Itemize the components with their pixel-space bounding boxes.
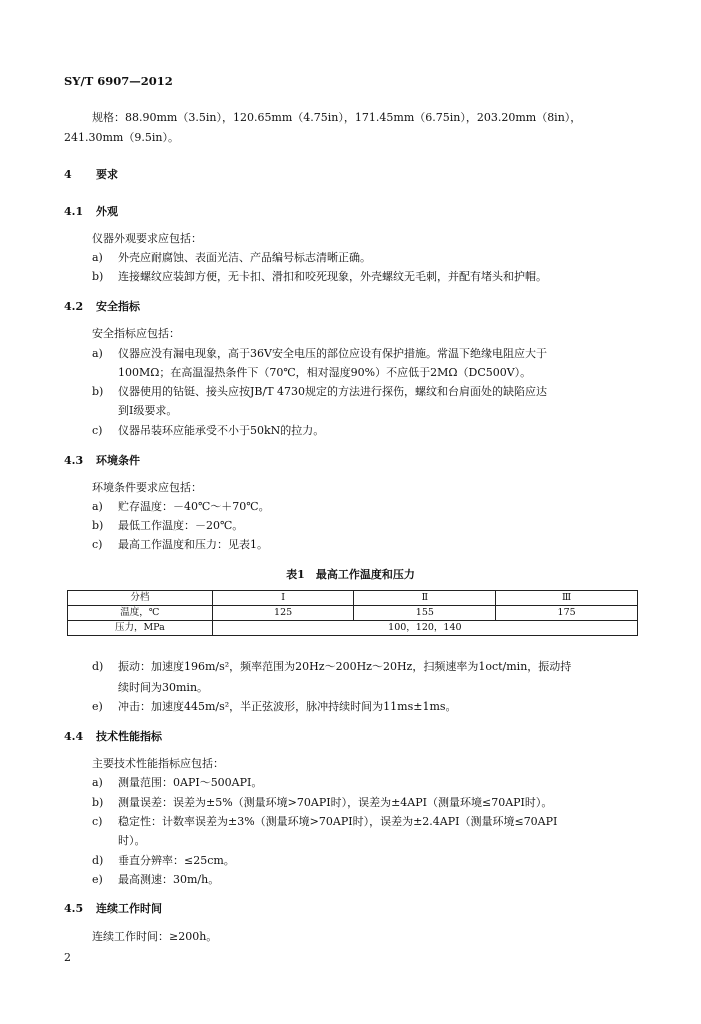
- item-label: a): [92, 500, 103, 513]
- list-item: [92, 501, 270, 512]
- spec-line-2: 241.30mm（9.5in）。: [64, 131, 179, 144]
- spec-table: [67, 590, 638, 636]
- item-text: 测量误差：误差为±5%（测量环境>70API时），误差为±4API（测量环境≤70API时）。: [118, 796, 553, 809]
- table-row: [68, 621, 638, 636]
- item-text: 仪器应没有漏电现象，高于36V安全电压的部位应设有保护措施。常温下绝缘电阻应大于: [118, 347, 547, 360]
- section-number: 4.5: [64, 902, 84, 915]
- list-item: [92, 816, 557, 827]
- table-caption: 表1 最高工作温度和压力: [286, 568, 415, 581]
- item-label: e): [92, 700, 103, 713]
- item-text: 振动：加速度196m/s²，频率范围为20Hz～200Hz～20Hz，扫频速率为1oct/min，振动持: [118, 660, 572, 673]
- section-title: 连续工作时间: [96, 902, 162, 915]
- s45-text: 连续工作时间：≥200h。: [92, 930, 218, 943]
- section-4-2-heading: [64, 301, 140, 312]
- list-item: [92, 661, 571, 672]
- item-label: c): [92, 538, 103, 551]
- item-text: 测量范围：0API～500API。: [118, 776, 263, 789]
- item-text: 最高测速：30m/h。: [118, 873, 220, 886]
- section-number: 4.4: [64, 730, 84, 743]
- table-cell: 压力，MPa: [68, 621, 213, 636]
- section-4-heading: [64, 169, 118, 180]
- item-label: d): [92, 854, 104, 867]
- spec-line-1: 规格：88.90mm（3.5in），120.65mm（4.75in），171.45mm（6.75in），203.20mm（8in），: [92, 111, 582, 124]
- section-4-3-heading: [64, 455, 140, 466]
- section-4-5-heading: [64, 903, 162, 914]
- s41-intro: 仪器外观要求应包括：: [92, 232, 202, 245]
- item-label: c): [92, 424, 103, 437]
- page-number: 2: [64, 951, 71, 964]
- list-item: [92, 855, 235, 866]
- item-label: b): [92, 519, 104, 532]
- item-label: e): [92, 873, 103, 886]
- table-cell: 155: [354, 606, 496, 621]
- s43-intro: 环境条件要求应包括：: [92, 481, 202, 494]
- item-text: 仪器吊装环应能承受不小于50kN的拉力。: [118, 424, 325, 437]
- section-title: 要求: [96, 168, 118, 181]
- item-text: 最低工作温度：－20℃。: [118, 519, 244, 532]
- item-text: 贮存温度：－40℃～＋70℃。: [118, 500, 270, 513]
- item-text: 仪器使用的钻铤、接头应按JB/T 4730规定的方法进行探伤，螺纹和台肩面处的缺陷应达: [118, 385, 548, 398]
- table-cell: 100，120，140: [212, 621, 637, 636]
- section-4-4-heading: [64, 731, 162, 742]
- s44-intro: 主要技术性能指标应包括：: [92, 757, 224, 770]
- item-label: c): [92, 815, 103, 828]
- item-text-cont: 续时间为30min。: [118, 681, 209, 694]
- item-label: b): [92, 796, 104, 809]
- item-text: 最高工作温度和压力：见表1。: [118, 538, 268, 551]
- list-item: [92, 520, 243, 531]
- item-text: 稳定性：计数率误差为±3%（测量环境>70API时），误差为±2.4API（测量环境≤70API: [118, 815, 558, 828]
- item-text: 外壳应耐腐蚀、表面光洁、产品编号标志清晰正确。: [118, 251, 371, 264]
- standard-code: SY/T 6907—2012: [64, 74, 173, 88]
- list-item: [92, 348, 547, 359]
- list-item: [92, 425, 324, 436]
- list-item: [92, 386, 547, 397]
- item-text-cont: 时）。: [118, 834, 146, 847]
- list-item: [92, 874, 219, 885]
- item-text: 冲击：加速度445m/s²，半正弦波形，脉冲持续时间为11ms±1ms。: [118, 700, 457, 713]
- list-item: [92, 777, 262, 788]
- section-4-1-heading: [64, 206, 118, 217]
- list-item: [92, 252, 371, 263]
- item-text: 垂直分辨率：≤25cm。: [118, 854, 235, 867]
- table-cell: Ⅱ: [354, 591, 496, 606]
- item-label: a): [92, 776, 103, 789]
- table-row: [68, 606, 638, 621]
- section-number: 4.2: [64, 300, 84, 313]
- list-item: [92, 539, 268, 550]
- section-number: 4.1: [64, 205, 84, 218]
- section-number: 4.3: [64, 454, 84, 467]
- item-label: a): [92, 347, 103, 360]
- section-title: 技术性能指标: [96, 730, 162, 743]
- item-label: a): [92, 251, 103, 264]
- item-label: b): [92, 385, 104, 398]
- table-row: [68, 591, 638, 606]
- section-title: 环境条件: [96, 454, 140, 467]
- table-cell: 分档: [68, 591, 213, 606]
- item-label: b): [92, 270, 104, 283]
- table-cell: 175: [496, 606, 638, 621]
- table-cell: 125: [212, 606, 354, 621]
- table-cell: 温度，℃: [68, 606, 213, 621]
- section-title: 外观: [96, 205, 118, 218]
- section-number: 4: [64, 168, 72, 181]
- item-label: d): [92, 660, 104, 673]
- item-text: 连接螺纹应装卸方便，无卡扣、滑扣和咬死现象，外壳螺纹无毛刺，并配有堵头和护帽。: [118, 270, 547, 283]
- list-item: [92, 797, 552, 808]
- section-title: 安全指标: [96, 300, 140, 313]
- table-cell: Ⅲ: [496, 591, 638, 606]
- list-item: [92, 701, 457, 712]
- list-item: [92, 271, 547, 282]
- item-text-cont: 到Ⅰ级要求。: [118, 404, 178, 417]
- s42-intro: 安全指标应包括：: [92, 327, 180, 340]
- item-text-cont: 100MΩ；在高温湿热条件下（70℃，相对湿度90%）不应低于2MΩ（DC500V）。: [118, 366, 532, 379]
- table-cell: Ⅰ: [212, 591, 354, 606]
